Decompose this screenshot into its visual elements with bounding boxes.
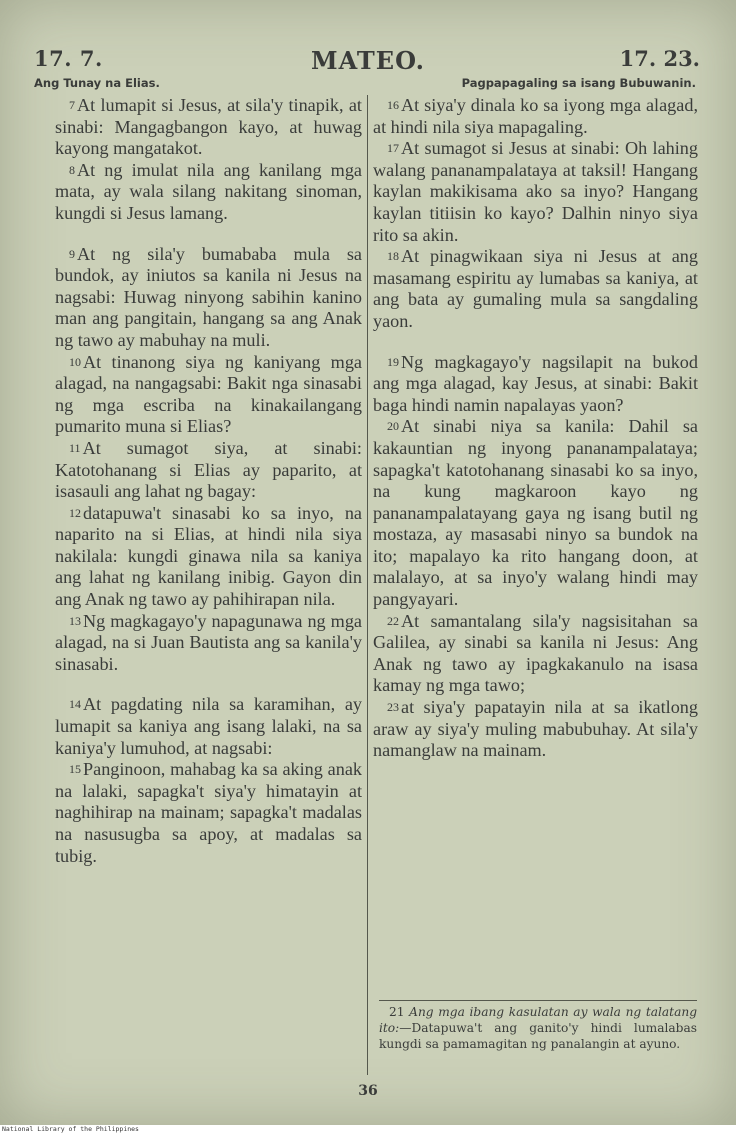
verse <box>373 246 698 332</box>
verse-number: 9 <box>69 246 75 261</box>
verse-text: Ng magkagayo'y nagsilapit na bukod ang mga alagad, kay Jesus, at sinabi: Bakit baga hindi namin napalayas yaon? <box>373 351 698 415</box>
verse-number: 15 <box>69 762 81 777</box>
left-column <box>55 95 362 867</box>
verse <box>55 438 362 503</box>
verse-number: 20 <box>387 419 399 434</box>
footnote-rule <box>379 1000 697 1001</box>
verse-text: At tinanong siya ng kaniyang mga alagad, na nangagsabi: Bakit nga sinasabi ng mga escriba na kinakailangang pumarito muna si Elias? <box>55 351 362 437</box>
verse-number: 13 <box>69 613 81 628</box>
verse-number: 17 <box>387 141 399 156</box>
verse-text: At sumagot si Jesus at sinabi: Oh lahing walang pananampalataya at taksil! Hangang kaylan makikisama ako sa inyo? Hangang kaylan titiisin ko kayo? Dalhin ninyo siya rito sa akin. <box>373 138 698 245</box>
column-divider <box>367 95 368 1075</box>
verse-text: At ng imulat nila ang kanilang mga mata, ay wala silang nakitang sinoman, kungdi si Jesus lamang. <box>55 159 362 223</box>
verse-number: 19 <box>387 354 399 369</box>
verse <box>373 416 698 610</box>
footnote-text: —Datapuwa't ang ganito'y hindi lumalabas kungdi sa pamamagitan ng panalangin at ayuno. <box>379 1021 697 1051</box>
header-left-subtitle: Ang Tunay na Elias. <box>34 76 160 90</box>
verse <box>55 611 362 676</box>
footnote <box>379 1004 697 1052</box>
verse-text: At ng sila'y bumababa mula sa bundok, ay iniutos sa kanila ni Jesus na nagsabi: Huwag ninyong sabihin kanino man ang pangitain, hangang sa ang Anak ng tawo ay mabuhay na muli. <box>55 243 362 350</box>
verse-text: At pinagwikaan siya ni Jesus at ang masamang espiritu ay lumabas sa kaniya, at ang bata ay gumaling mula sa sangdaling yaon. <box>373 246 698 331</box>
verse <box>55 503 362 611</box>
verse-number: 23 <box>387 700 399 715</box>
verse <box>55 352 362 438</box>
verse-number: 14 <box>69 697 81 712</box>
verse <box>55 95 362 160</box>
page-number: 36 <box>358 1083 378 1099</box>
header-right-subtitle: Pagpapagaling sa isang Bubuwanin. <box>461 76 696 90</box>
footnote-italic: Ang mga ibang kasulatan ay wala ng talatang ito: <box>379 1005 697 1035</box>
verse-text: At pagdating nila sa karamihan, ay lumapit sa kaniya ang isang lalaki, na sa kaniya'y lumuhod, at nagsabi: <box>55 694 362 758</box>
verse-text: At sinabi niya sa kanila: Dahil sa kakauntian ng inyong pananampalataya; sapagka't katotohanang sinasabi ko sa inyo, na kung magkaroon kayo ng pananampalatayang gaya ng isang butil ng mostaza, ay masasabi ninyo sa bundok na ito; mapalayo ka rito hangang doon, at malalayo, at sa inyo'y walang hindi may pangyayari. <box>373 416 698 610</box>
footnote-number: 21 <box>389 1005 405 1019</box>
verse-text: at siya'y papatayin nila at sa ikatlong araw ay siya'y muling mabubuhay. At sila'y namanglaw na mainam. <box>373 697 698 761</box>
right-column <box>373 95 698 762</box>
header-left-reference: 17. 7. <box>34 46 103 71</box>
verse-text: Panginoon, mahabag ka sa aking anak na lalaki, sapagka't siya'y himatayin at naghihirap na mainam; sapagka't madalas na nasusugba sa apoy, at madalas sa tubig. <box>55 759 362 866</box>
verse-text: Ng magkagayo'y napagunawa ng mga alagad, na si Juan Bautista ang sa kanila'y sinasabi. <box>55 610 362 674</box>
verse-number: 22 <box>387 613 399 628</box>
verse-text: At lumapit si Jesus, at sila'y tinapik, at sinabi: Mangagbangon kayo, at huwag kayong mangatakot. <box>55 95 362 159</box>
verse <box>373 95 698 138</box>
verse-text: At siya'y dinala ko sa iyong mga alagad, at hindi nila siya mapagaling. <box>373 95 698 137</box>
header-right-reference: 17. 23. <box>619 46 700 71</box>
verse-number: 12 <box>69 505 81 520</box>
verse <box>373 138 698 246</box>
verse <box>55 759 362 867</box>
verse-number: 7 <box>69 98 75 112</box>
verse-text: At samantalang sila'y nagsisitahan sa Galilea, ay sinabi sa kanila ni Jesus: Ang Anak ng tawo ay ipagkakanulo na isasa kamay ng mga tawo; <box>373 610 698 696</box>
library-credit: National Library of the Philippines <box>2 1125 139 1133</box>
verse <box>55 244 362 352</box>
verse <box>373 611 698 697</box>
verse-number: 10 <box>69 354 81 369</box>
verse <box>373 352 698 417</box>
verse-number: 18 <box>387 249 399 264</box>
verse-text: At sumagot siya, at sinabi: Katotohanang si Elias ay paparito, at isasauli ang lahat ng bagay: <box>55 437 362 502</box>
book-title: MATEO. <box>311 46 425 75</box>
verse-number: 8 <box>69 162 75 177</box>
verse-number: 16 <box>387 98 399 112</box>
verse-text: datapuwa't sinasabi ko sa inyo, na naparito na si Elias, at hindi nila siya nakilala: kungdi ginawa nila sa kaniya ang lahat ng kanilang inibig. Gayon din ang Anak ng tawo ay pahihirapan nila. <box>55 502 362 610</box>
verse <box>55 160 362 225</box>
verse-number: 11 <box>69 440 81 455</box>
verse <box>373 697 698 762</box>
verse <box>55 694 362 759</box>
